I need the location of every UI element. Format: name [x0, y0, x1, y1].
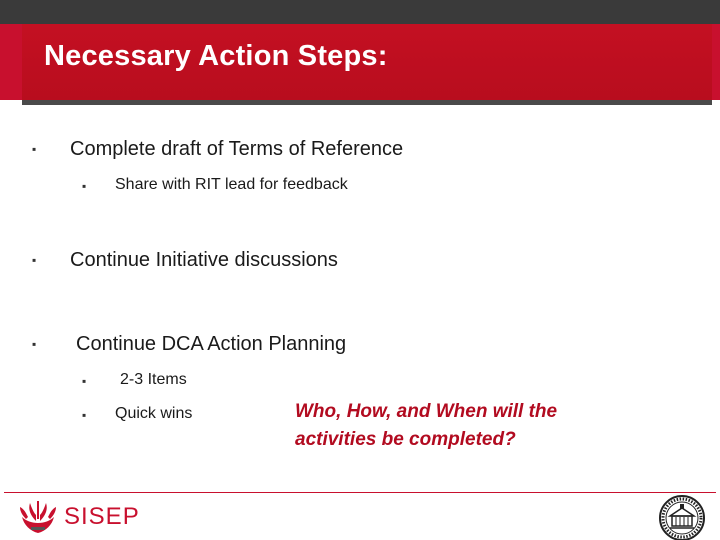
sisep-logo-icon — [16, 497, 60, 537]
bullet-item-3: Continue DCA Action Planning — [76, 333, 347, 355]
bullet-icon: ▪ — [82, 408, 87, 422]
bullet-icon: ▪ — [32, 142, 37, 156]
footer-divider — [4, 492, 716, 493]
header-top-bar — [0, 0, 720, 24]
sub-bullet-item-1-1: Share with RIT lead for feedback — [115, 176, 348, 193]
title-underline-bar — [22, 100, 712, 105]
sub-bullet-item-3-1: 2-3 Items — [120, 371, 187, 388]
university-seal-icon — [652, 492, 712, 540]
bullet-icon: ▪ — [32, 337, 37, 351]
slide-title: Necessary Action Steps: — [44, 40, 388, 72]
bullet-icon: ▪ — [82, 374, 87, 388]
callout-question: Who, How, and When will the activities be completed? — [295, 401, 558, 450]
sub-bullet-item-3-2: Quick wins — [115, 405, 193, 422]
bullet-item-2: Continue Initiative discussions — [70, 249, 338, 271]
sisep-logo-text: SISEP — [64, 503, 140, 530]
bullet-icon: ▪ — [82, 179, 87, 193]
bullet-icon: ▪ — [32, 253, 37, 267]
bullet-item-1: Complete draft of Terms of Reference — [70, 138, 404, 160]
